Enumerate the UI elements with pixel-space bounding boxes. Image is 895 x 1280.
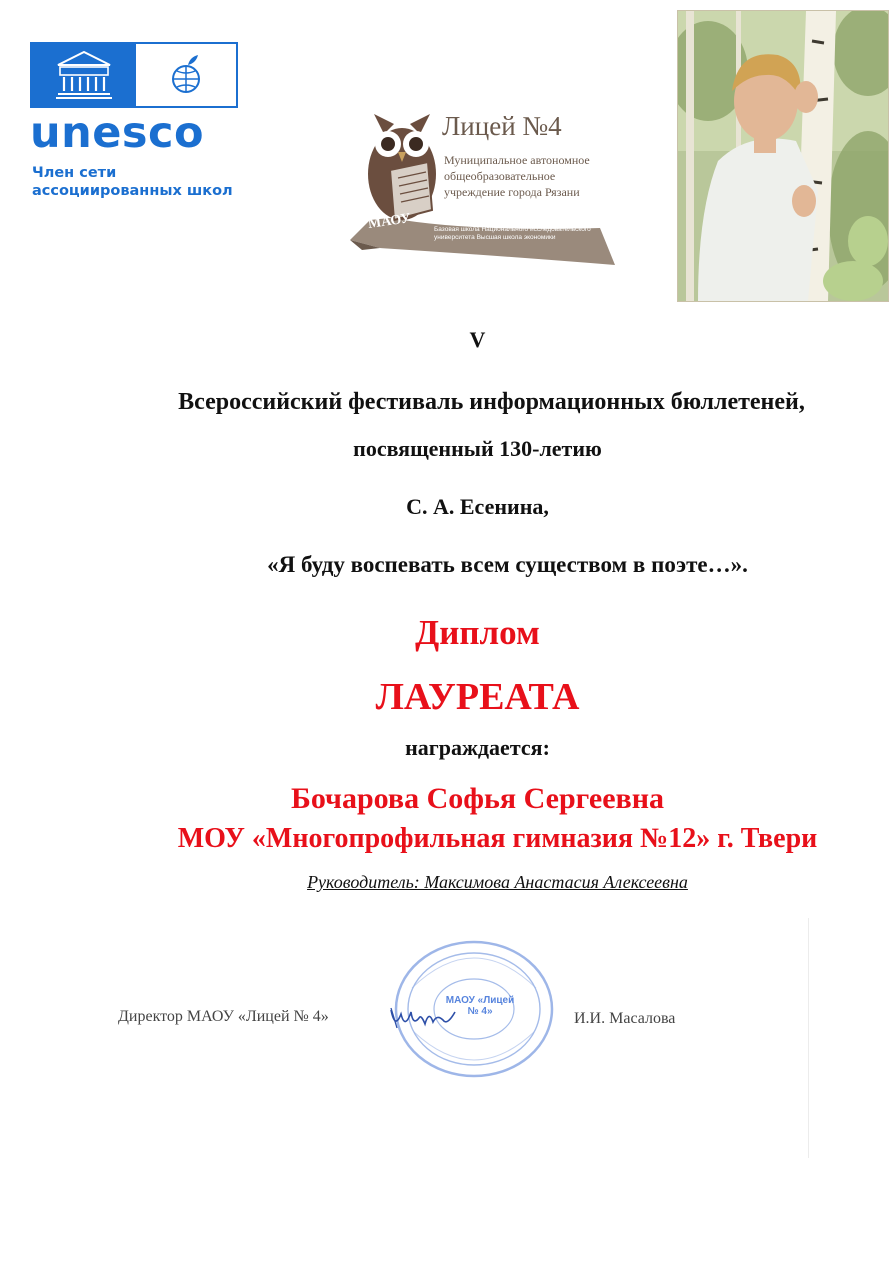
award-level: ЛАУРЕАТА — [375, 676, 580, 718]
festival-quote: «Я буду воспевать всем существом в поэте…». — [267, 552, 748, 577]
unesco-subtitle: Член сети ассоциированных школ — [32, 165, 233, 199]
unesco-emblem — [30, 42, 238, 108]
stamp-center-text: МАОУ «Лицей № 4» — [445, 995, 515, 1017]
yesenin-portrait-image — [677, 10, 889, 302]
leader-line: Руководитель: Максимова Анастасия Алексеевна — [307, 872, 688, 892]
awarded-label: награждается: — [405, 735, 550, 760]
festival-number: V — [469, 327, 486, 352]
handwritten-signature — [385, 996, 465, 1038]
director-label: Директор МАОУ «Лицей № 4» — [118, 1008, 329, 1025]
festival-dedication: посвященный 130-летию — [353, 436, 602, 461]
director-name: И.И. Масалова — [574, 1010, 676, 1027]
lyceum-title: Лицей №4 — [442, 111, 562, 141]
maou-ribbon-label: МАОУ — [367, 211, 412, 232]
ribbon-text: Базовая школа Национального исследовательского университета Высшая школа экономики — [434, 226, 591, 241]
unesco-temple-icon — [32, 44, 136, 106]
recipient-name: Бочарова Софья Сергеевна — [290, 782, 664, 815]
globe-icon — [136, 44, 236, 106]
poet-name: С. А. Есенина, — [406, 494, 549, 519]
festival-title: Всероссийский фестиваль информационных бюллетеней, — [178, 389, 805, 415]
recipient-school: МОУ «Многопрофильная гимназия №12» г. Твери — [177, 823, 818, 854]
scan-edge-line — [808, 918, 809, 1158]
unesco-wordmark: unesco — [30, 108, 205, 158]
diploma-heading: Диплом — [415, 613, 540, 652]
lyceum-description: Муниципальное автономное общеобразовательное учреждение города Рязани — [444, 153, 590, 199]
